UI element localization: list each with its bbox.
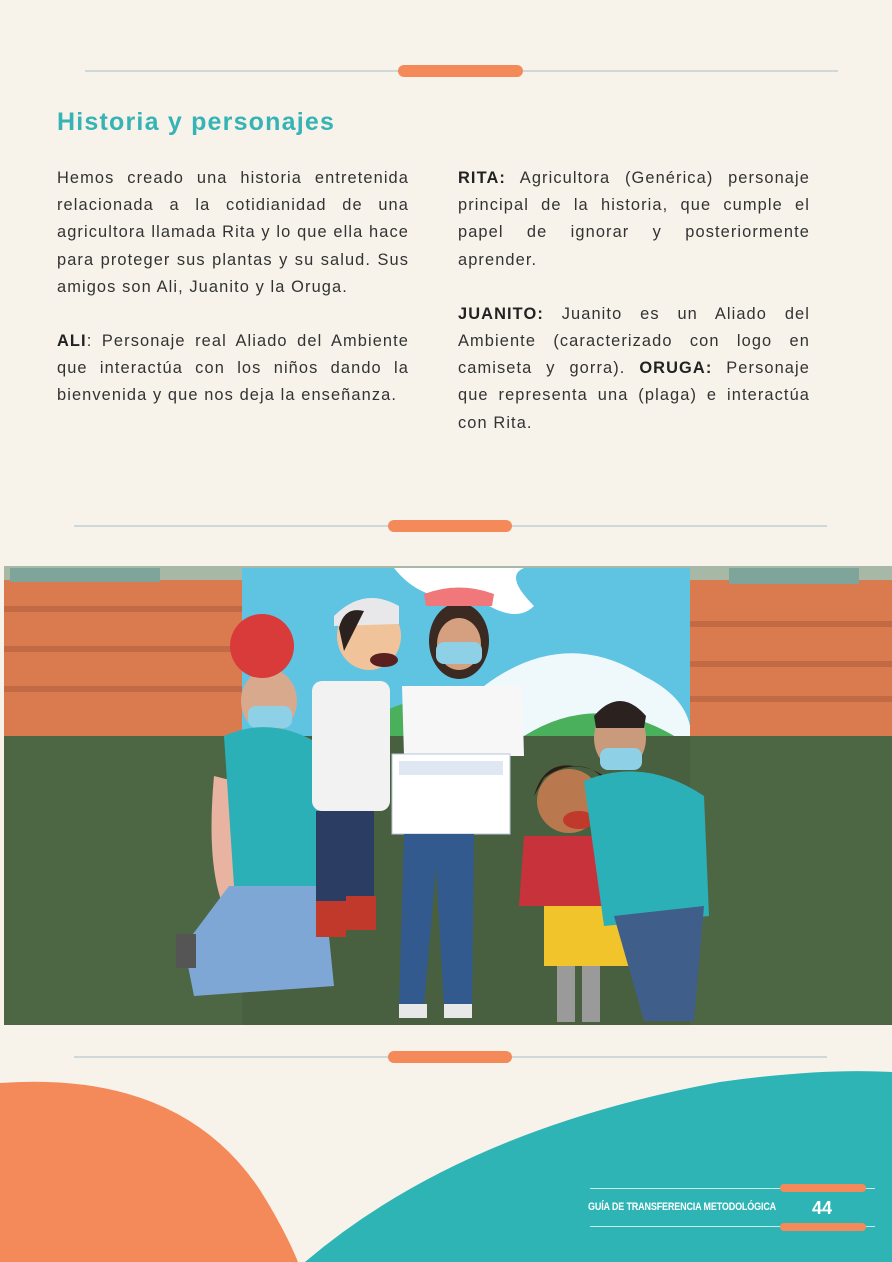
bottom-divider	[74, 1056, 827, 1058]
group-photo	[4, 566, 892, 1025]
juanito-label: JUANITO:	[458, 304, 544, 323]
oruga-text: Personaje que representa una (plaga) e interactúa con Rita.	[458, 359, 810, 432]
intro-paragraph: Hemos creado una historia entretenida relacionada a la cotidianidad de una agricultora llamada Rita y lo que ella hace para proteger sus plantas y su salud. Sus amigos son Ali, Juanito y la Oruga.	[57, 169, 409, 296]
left-column	[57, 165, 409, 437]
rita-label: RITA:	[458, 169, 506, 187]
middle-divider-accent	[388, 520, 512, 532]
footer-accent-top	[780, 1184, 866, 1192]
bottom-divider-accent	[388, 1051, 512, 1063]
section-title: Historia y personajes	[57, 108, 336, 136]
middle-divider	[74, 525, 827, 527]
footer-decoration	[0, 1070, 892, 1262]
juanito-text: Juanito es un Aliado del Ambiente (caracterizado con logo en camiseta y gorra).	[458, 304, 810, 378]
top-divider	[85, 70, 838, 72]
top-divider-accent	[398, 65, 523, 77]
ali-paragraph	[57, 328, 409, 410]
guide-title: GUÍA DE TRANSFERENCIA METODOLÓGICA	[588, 1201, 777, 1213]
ali-text: : Personaje real Aliado del Ambiente que interactúa con los niños dando la bienvenida y que nos deja la enseñanza.	[57, 332, 409, 405]
right-column	[458, 165, 810, 464]
ali-label: ALI	[57, 332, 87, 351]
rita-text: Agricultora (Genérica) personaje principal de la historia, que cumple el papel de ignorar y posteriormente aprender.	[458, 169, 810, 269]
oruga-label: ORUGA:	[639, 359, 713, 378]
page-number: 44	[811, 1198, 833, 1218]
juanito-paragraph	[458, 301, 810, 437]
rita-paragraph	[458, 165, 810, 274]
footer-accent-bottom	[780, 1223, 866, 1231]
